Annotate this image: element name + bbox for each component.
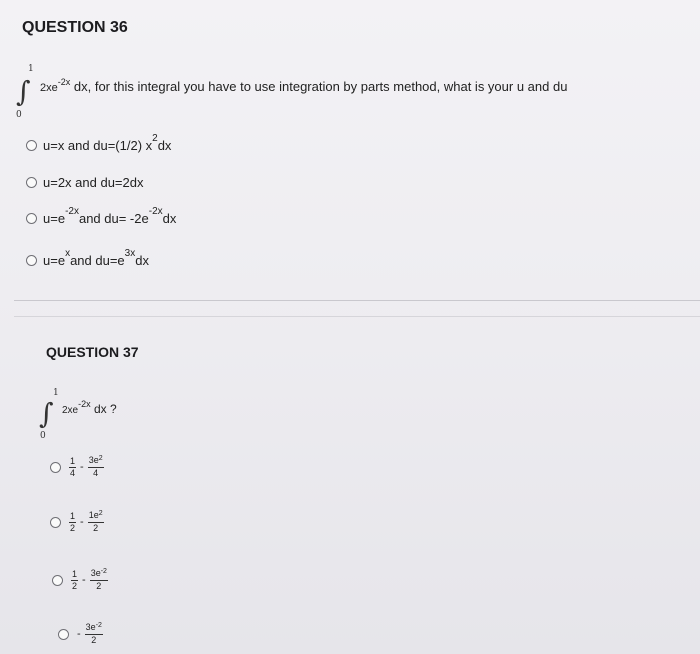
option-exp: -2x: [65, 206, 79, 217]
section-divider: [14, 300, 700, 301]
radio-button[interactable]: [52, 575, 63, 586]
option-text-tail: dx: [157, 138, 172, 153]
integrand-coef-37: 2xe: [62, 405, 79, 416]
radio-button[interactable]: [26, 177, 37, 188]
option-exp-2: 3x: [124, 248, 136, 259]
fraction: $\frac{3e^2}{4}$: [88, 455, 103, 478]
q37-option-1[interactable]: [50, 455, 106, 479]
option-text-tail: dx: [162, 211, 177, 226]
q37-option-4[interactable]: [58, 622, 105, 646]
question-36-text: [40, 79, 567, 94]
fraction: $\frac{1}{2}$: [72, 568, 78, 591]
question-37-text: [62, 401, 117, 416]
q37-option-3[interactable]: [52, 568, 110, 592]
radio-button[interactable]: [26, 140, 37, 151]
option-exp: x: [65, 248, 71, 259]
integrand-exp-36: -2x: [57, 77, 71, 87]
integral-sign-37: 1 ∫ 0: [39, 388, 59, 441]
integral-upper-36: 1: [28, 64, 34, 74]
option-text-mid: and du=e: [70, 253, 125, 268]
option-text: u=e: [43, 211, 66, 226]
radio-button[interactable]: [50, 517, 61, 528]
question-36-prompt: dx, for this integral you have to use integration by parts method, what is your u and du: [70, 79, 568, 94]
question-37-title: QUESTION 37: [46, 344, 139, 360]
radio-button[interactable]: [26, 213, 37, 224]
option-exp: 2: [152, 133, 158, 144]
fraction: $\frac{3e^{-2}}{2}$: [90, 568, 107, 591]
minus-sign: -: [80, 461, 84, 473]
q36-option-4[interactable]: [26, 248, 149, 268]
fraction: $\frac{1e^2}{2}$: [88, 510, 103, 533]
integral-sign-36: 1 ∫ 0: [16, 64, 34, 120]
integrand-coef-36: 2xe: [40, 82, 58, 94]
fraction: $\frac{1}{2}$: [70, 510, 76, 533]
fraction: $\frac{1}{4}$: [70, 455, 76, 478]
q36-option-3[interactable]: [26, 206, 177, 226]
minus-sign: -: [77, 628, 81, 640]
option-exp-2: -2x: [148, 206, 163, 217]
q37-option-2[interactable]: [50, 510, 106, 534]
option-text-mid: and du= -2e: [78, 211, 149, 226]
integral-lower-36: 0: [16, 110, 22, 120]
radio-button[interactable]: [26, 255, 37, 266]
option-text: u=2x and du=2dx: [43, 175, 144, 190]
radio-button[interactable]: [58, 629, 69, 640]
radio-button[interactable]: [50, 462, 61, 473]
q36-option-2[interactable]: [26, 175, 143, 190]
fraction: $\frac{3e^{-2}}{2}$: [85, 622, 102, 645]
integrand-exp-37: -2x: [78, 399, 91, 409]
integral-lower-37: 0: [40, 431, 46, 441]
option-text: u=x and du=(1/2) x: [43, 138, 153, 153]
question-37-prompt: dx ?: [90, 402, 117, 416]
q36-option-1[interactable]: [26, 133, 172, 153]
option-text: u=e: [43, 253, 66, 268]
minus-sign: -: [80, 516, 84, 528]
minus-sign: -: [82, 574, 86, 586]
integral-upper-37: 1: [53, 388, 59, 398]
section-divider: [14, 316, 700, 317]
question-36-title: QUESTION 36: [22, 19, 128, 36]
option-text-tail: dx: [135, 253, 149, 268]
